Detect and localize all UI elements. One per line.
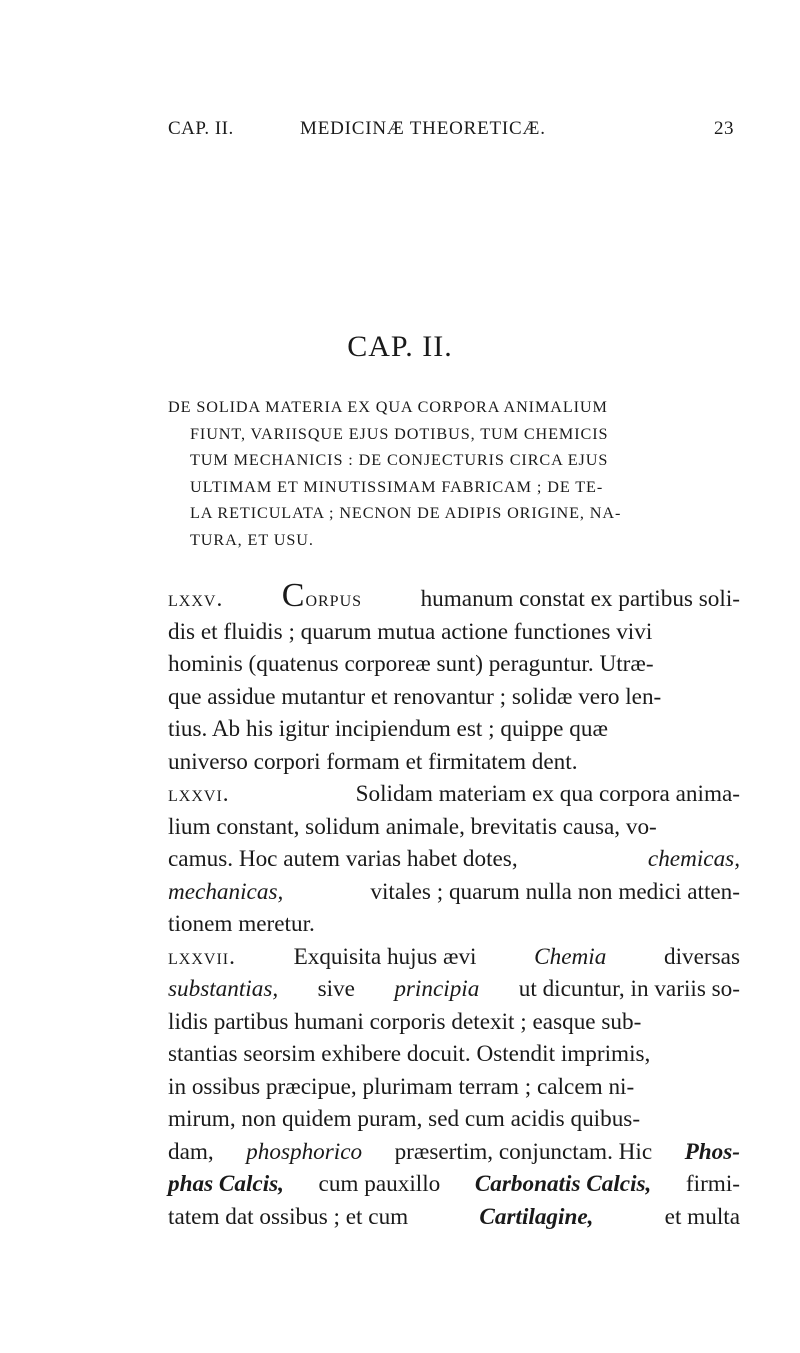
text-segment: que assidue mutantur et renovantur ; solidæ vero len-: [168, 683, 662, 710]
italic-term: chemicas,: [647, 846, 740, 872]
text-segment: humanum constat ex partibus soli-: [420, 586, 740, 612]
paragraph-77-line: [168, 973, 740, 1006]
paragraph-number: lxxvii.: [168, 943, 236, 970]
summary-line: DE SOLIDA MATERIA EX QUA CORPORA ANIMALIUM: [168, 398, 608, 416]
text-segment: lidis partibus humani corporis detexit ; easque sub-: [168, 1008, 642, 1035]
paragraph-77-line: [168, 1071, 740, 1104]
text-segment: vitales ; quarum nulla non medici atten-: [370, 878, 740, 905]
text-segment: stantias seorsim exhibere docuit. Ostendit imprimis,: [168, 1041, 651, 1067]
paragraph-75-line: [168, 648, 740, 681]
paragraph-77-line: [168, 1201, 740, 1234]
italic-term: substantias,: [168, 976, 279, 1002]
text-segment: lium constant, solidum animale, brevitatis causa, vo-: [168, 813, 657, 840]
paragraph-76-line: [168, 876, 740, 909]
text-segment: et multa: [664, 1203, 740, 1230]
summary-line: LA RETICULATA ; NECNON DE ADIPIS ORIGINE, NA-: [190, 504, 622, 523]
paragraph-75-line: [168, 681, 740, 714]
paragraph-77-line: [168, 941, 740, 974]
text-segment: universo corpori formam et firmitatem dent.: [168, 748, 578, 775]
paragraph-76-line: [168, 778, 740, 811]
summary-line: TURA, ET USU.: [190, 530, 314, 549]
paragraph-number: lxxv.: [168, 586, 224, 612]
paragraph-77-line: [168, 1038, 740, 1071]
first-word: Corpus: [281, 577, 363, 614]
italic-term: phosphorico: [246, 1138, 363, 1165]
paragraph-76-line: [168, 811, 740, 844]
italic-term: principia: [394, 976, 480, 1002]
running-head: [168, 118, 734, 148]
paragraph-77-line: [168, 1006, 740, 1039]
paragraph-77-line: [168, 1168, 740, 1201]
paragraph-number: lxxvi.: [168, 781, 230, 807]
running-head-chapter: CAP. II.: [168, 118, 234, 139]
paragraph-76-line: [168, 908, 740, 941]
paragraph-75-line: [168, 746, 740, 779]
text-segment: firmi-: [685, 1171, 740, 1197]
text-segment: hominis (quatenus corporeæ sunt) peraguntur. Utræ-: [168, 651, 654, 677]
text-segment: Solidam materiam ex qua corpora anima-: [355, 781, 740, 807]
text-segment: tionem meretur.: [168, 911, 315, 937]
text-segment: diversas: [663, 943, 740, 970]
text-segment: sive: [317, 976, 355, 1002]
text-segment: ut dicuntur, in variis so-: [518, 976, 740, 1002]
text-segment: camus. Hoc autem varias habet dotes,: [168, 846, 518, 872]
running-head-title: MEDICINÆ THEORETICÆ.: [300, 118, 546, 139]
bold-italic-term: Phos-: [684, 1138, 740, 1165]
summary-line: FIUNT, VARIISQUE EJUS DOTIBUS, TUM CHEMICIS: [190, 424, 609, 443]
paragraph-77-line: [168, 1136, 740, 1169]
text-segment: Exquisita hujus ævi: [293, 943, 477, 970]
italic-term: Chemia: [534, 943, 607, 970]
text-segment: tius. Ab his igitur incipiendum est ; quippe quæ: [168, 716, 608, 742]
bold-italic-term: Cartilagine,: [479, 1203, 594, 1230]
text-segment: dam,: [168, 1138, 214, 1165]
paragraph-75-line: [168, 616, 740, 649]
summary-line: TUM MECHANICIS : DE CONJECTURIS CIRCA EJUS: [190, 451, 609, 470]
text-segment: præsertim, conjunctam. Hic: [394, 1138, 653, 1165]
bold-italic-term: phas Calcis,: [168, 1171, 284, 1197]
bold-italic-term: Carbonatis Calcis,: [474, 1171, 652, 1197]
paragraph-75-line: [168, 577, 740, 616]
text-segment: in ossibus præcipue, plurimam terram ; calcem ni-: [168, 1073, 635, 1100]
paragraph-76-line: [168, 843, 740, 876]
paragraph-77-line: [168, 1103, 740, 1136]
summary-line: ULTIMAM ET MINUTISSIMAM FABRICAM ; DE TE-: [190, 477, 604, 496]
text-segment: mirum, non quidem puram, sed cum acidis quibus-: [168, 1106, 641, 1132]
text-segment: tatem dat ossibus ; et cum: [168, 1203, 409, 1230]
italic-term: mechanicas,: [168, 878, 284, 905]
text-segment: dis et fluidis ; quarum mutua actione functiones vivi: [168, 618, 653, 645]
chapter-summary: [168, 394, 738, 554]
page-number: 23: [714, 118, 734, 139]
text-segment: cum pauxillo: [318, 1171, 441, 1197]
chapter-title: CAP. II.: [347, 330, 453, 363]
paragraph-75-line: [168, 713, 740, 746]
body-text: [168, 577, 740, 1233]
